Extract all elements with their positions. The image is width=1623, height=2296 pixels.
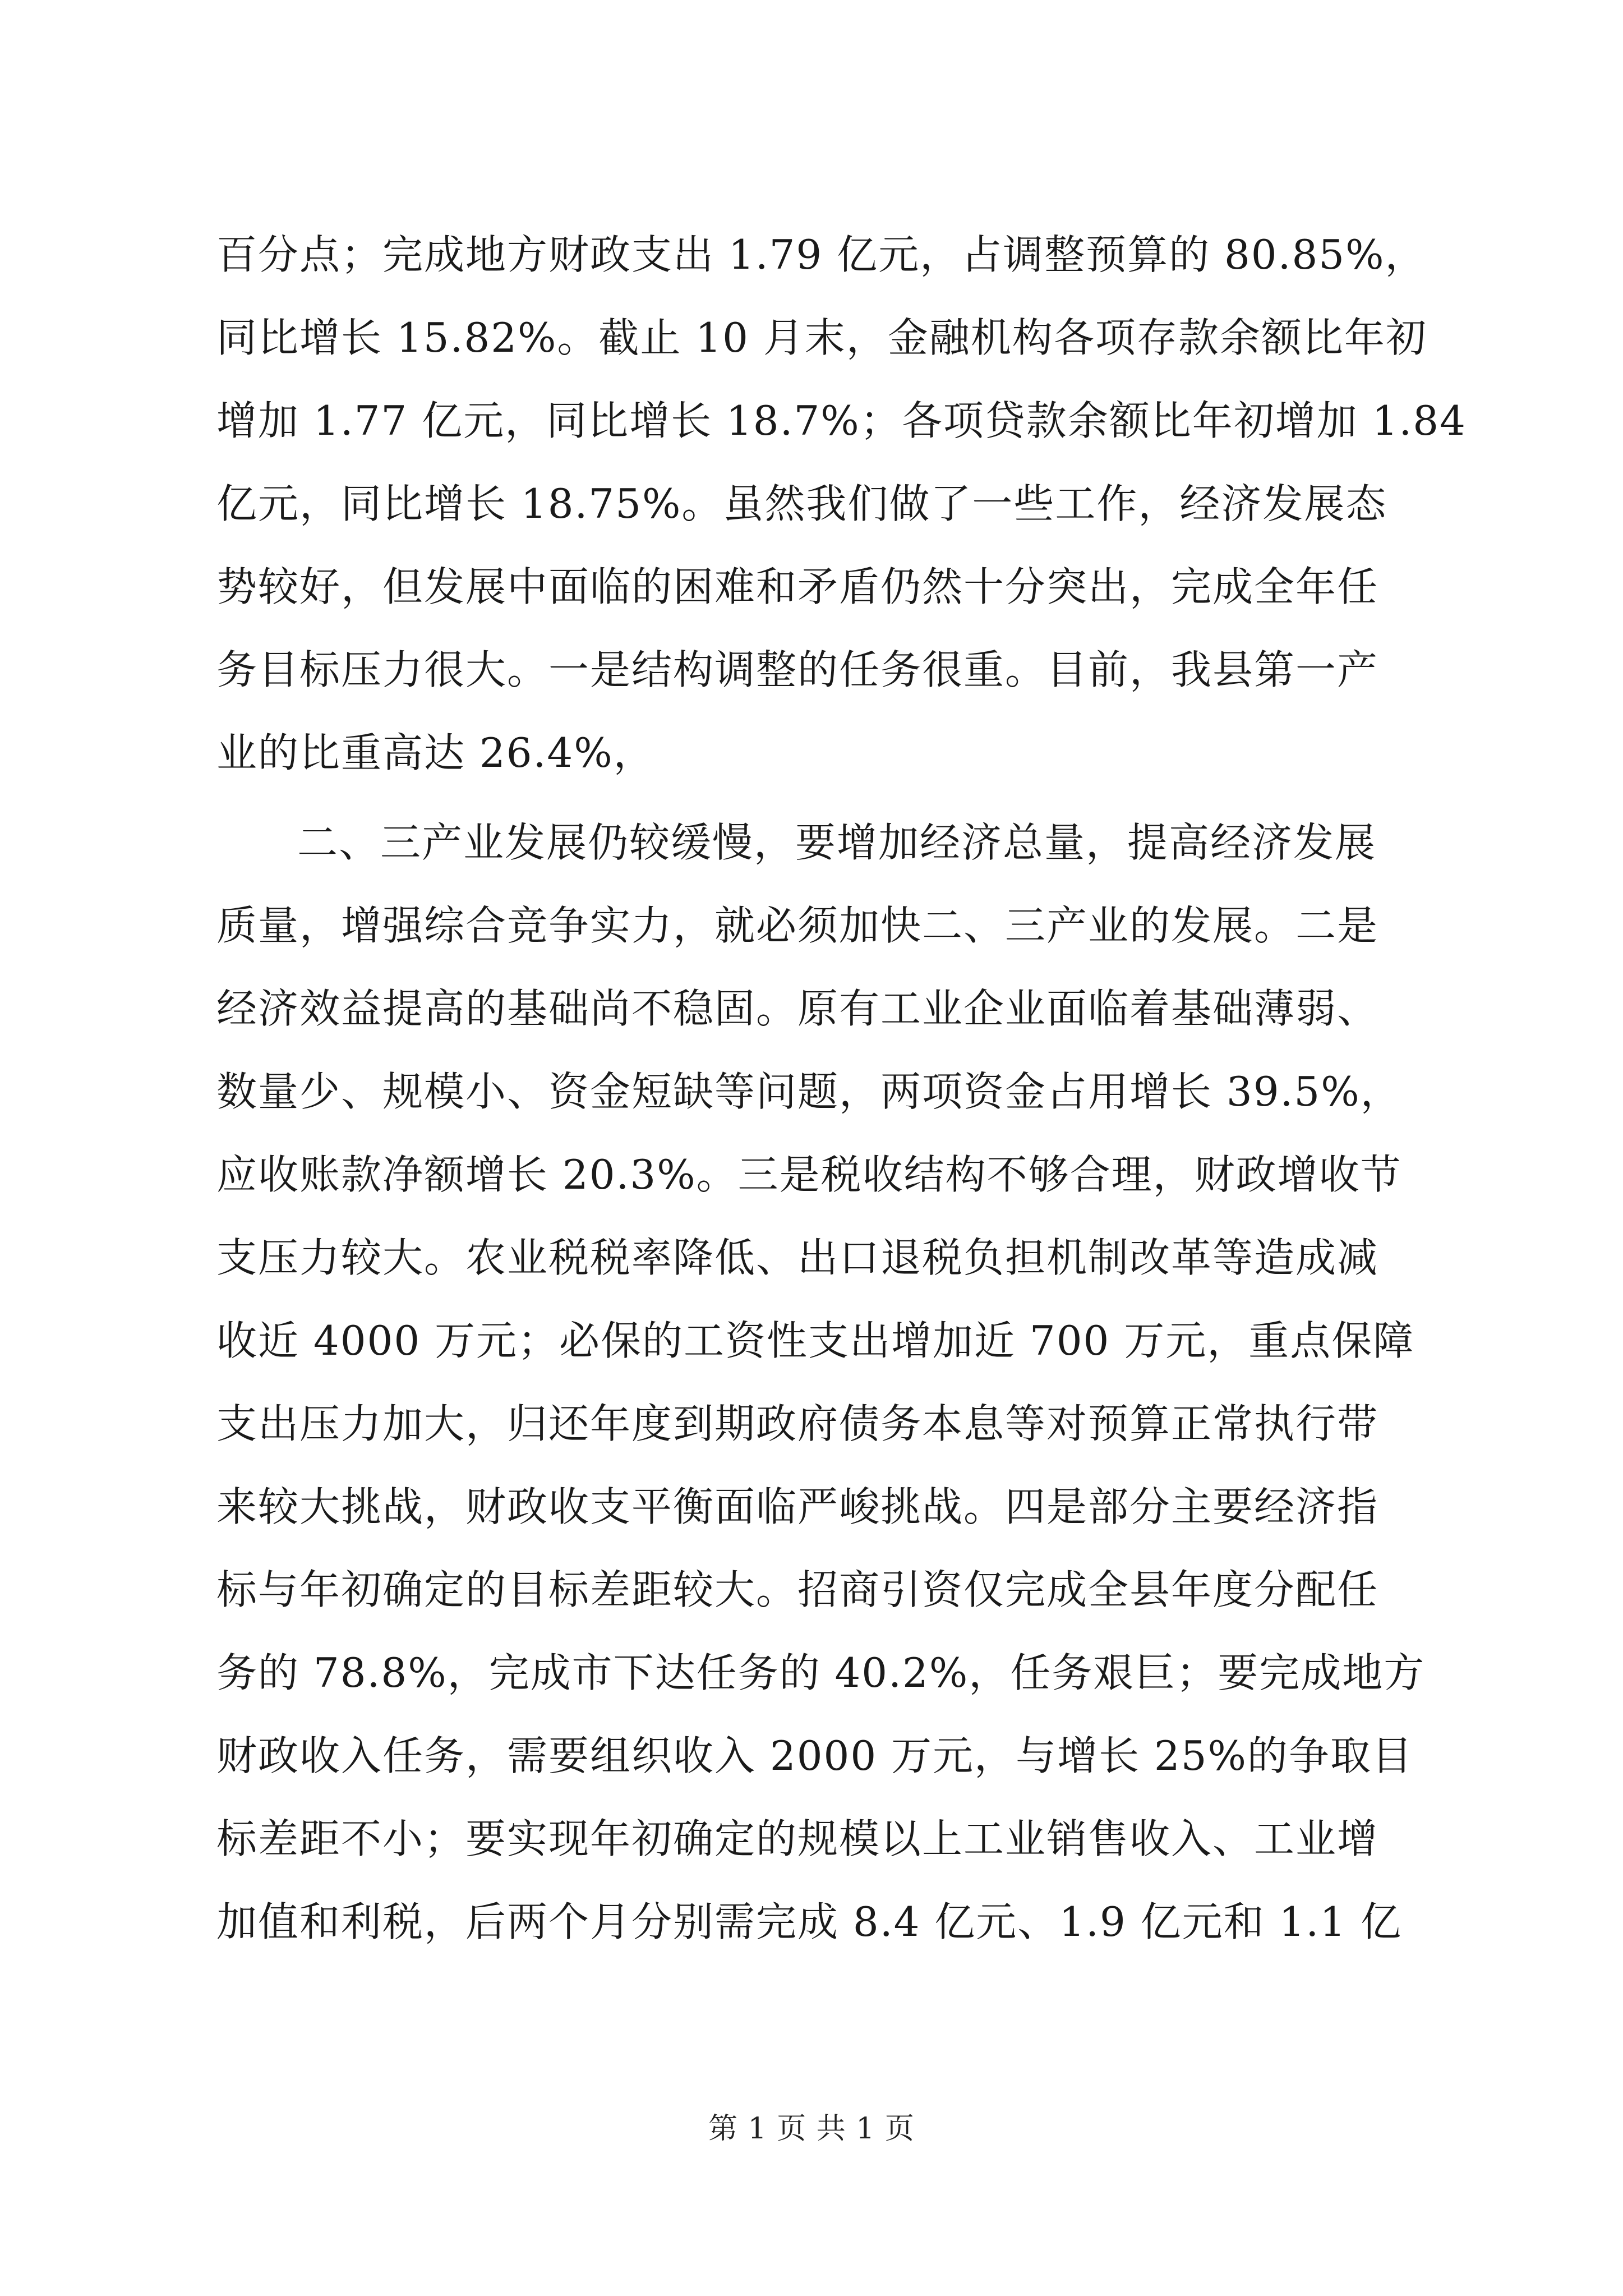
text-line: 增加 1.77 亿元，同比增长 18.7%；各项贷款余额比年初增加 1.84 <box>216 397 1467 444</box>
text-line: 数量少、规模小、资金短缺等问题，两项资金占用增长 39.5%， <box>216 1068 1402 1115</box>
paragraph-gap <box>216 794 1417 801</box>
paragraph-1 <box>216 213 1467 794</box>
text-line: 务目标压力很大。一是结构调整的任务很重。目前，我县第一产 <box>216 646 1379 693</box>
body-text <box>216 213 1467 1963</box>
paragraph-2 <box>216 801 1426 1963</box>
text-line: 同比增长 15.82%。截止 10 月末，金融机构各项存款余额比年初 <box>216 314 1427 361</box>
text-line: 势较好，但发展中面临的困难和矛盾仍然十分突出，完成全年任 <box>216 563 1379 610</box>
text-line: 应收账款净额增长 20.3%。三是税收结构不够合理，财政增收节 <box>216 1151 1402 1198</box>
text-line: 百分点；完成地方财政支出 1.79 亿元，占调整预算的 80.85%， <box>216 231 1427 278</box>
text-line: 支出压力加大，归还年度到期政府债务本息等对预算正常执行带 <box>216 1400 1379 1447</box>
text-line: 标差距不小；要实现年初确定的规模以上工业销售收入、工业增 <box>216 1815 1379 1862</box>
text-line: 财政收入任务，需要组织收入 2000 万元，与增长 25%的争取目 <box>216 1732 1413 1779</box>
text-line: 质量，增强综合竞争实力，就必须加快二、三产业的发展。二是 <box>216 902 1379 949</box>
page-footer <box>0 2105 1623 2147</box>
text-line: 标与年初确定的目标差距较大。招商引资仅完成全县年度分配任 <box>216 1566 1379 1613</box>
text-line: 业的比重高达 26.4%， <box>216 729 655 776</box>
text-line: 加值和利税，后两个月分别需完成 8.4 亿元、1.9 亿元和 1.1 亿 <box>216 1898 1402 1945</box>
text-line: 务的 78.8%，完成市下达任务的 40.2%，任务艰巨；要完成地方 <box>216 1649 1426 1696</box>
text-line: 二、三产业发展仍较缓慢，要增加经济总量，提高经济发展 <box>297 819 1377 866</box>
text-line: 来较大挑战，财政收支平衡面临严峻挑战。四是部分主要经济指 <box>216 1483 1379 1530</box>
text-line: 经济效益提高的基础尚不稳固。原有工业企业面临着基础薄弱、 <box>216 985 1379 1032</box>
text-line: 收近 4000 万元；必保的工资性支出增加近 700 万元，重点保障 <box>216 1317 1415 1364</box>
text-line: 支压力较大。农业税税率降低、出口退税负担机制改革等造成减 <box>216 1234 1379 1281</box>
text-line: 亿元，同比增长 18.75%。虽然我们做了一些工作，经济发展态 <box>216 480 1387 527</box>
page-number-label: 第 1 页 共 1 页 <box>708 2112 915 2146</box>
